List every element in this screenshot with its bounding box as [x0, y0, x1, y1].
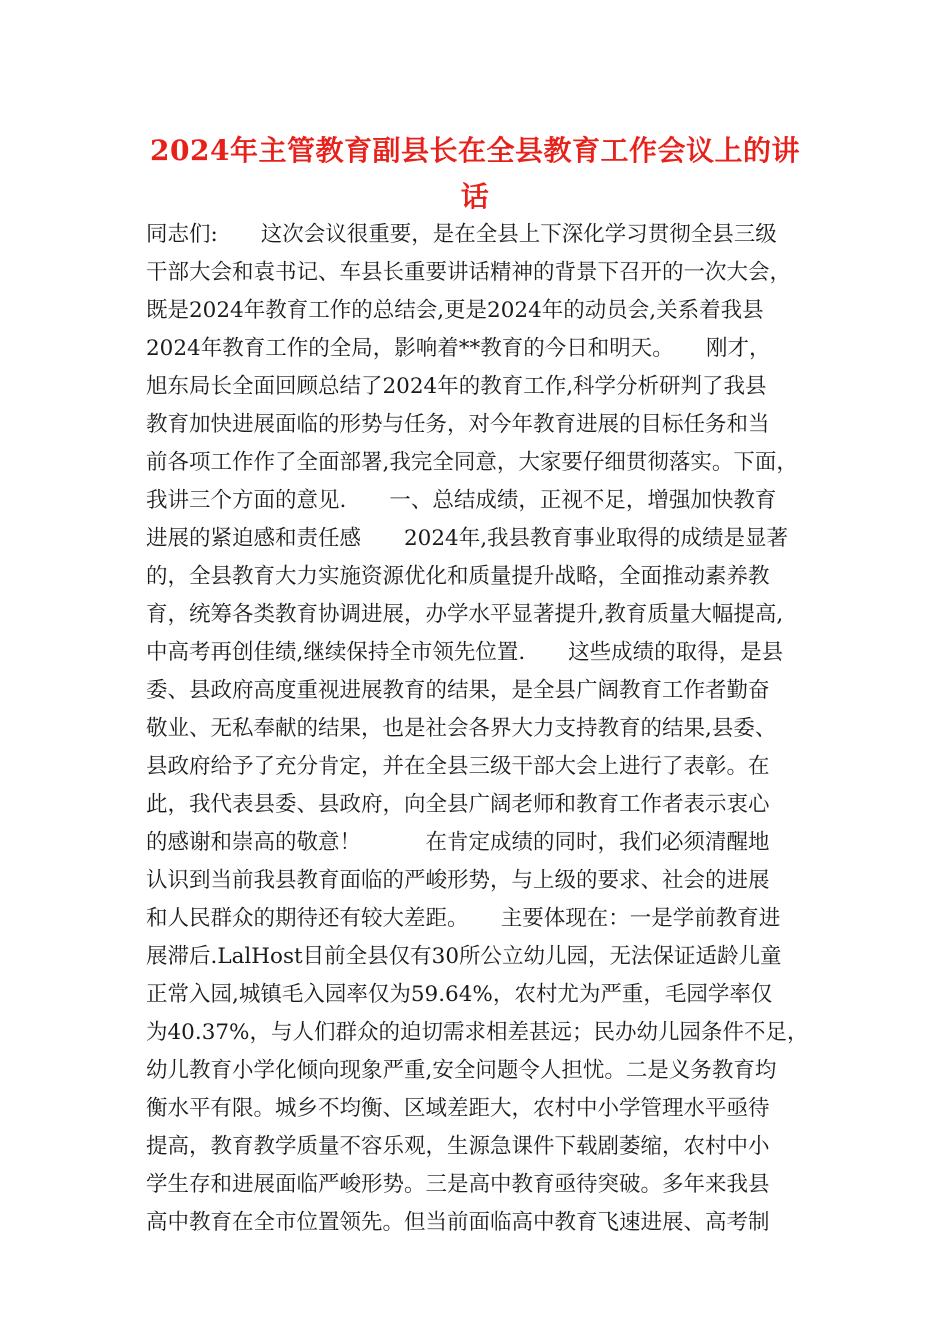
body-line: 敬业、无私奉献的结果，也是社会各界大力支持教育的结果,县委、: [146, 716, 777, 741]
body-line: 此，我代表县委、县政府，向全县广阔老师和教育工作者表示衷心: [146, 792, 770, 817]
body-line: 高中教育在全市位置领先。但当前面临高中教育飞速进展、高考制: [146, 1210, 770, 1235]
body-line: 学生存和进展面临严峻形势。三是高中教育亟待突破。多年来我县: [146, 1172, 770, 1197]
body-line: 教育加快进展面临的形势与任务，对今年教育进展的目标任务和当: [146, 412, 770, 437]
body-line: 幼儿教育小学化倾向现象严重,安全问题令人担忧。二是义务教育均: [146, 1058, 777, 1083]
body-line: 同志们: 这次会议很重要，是在全县上下深化学习贯彻全县三级: [146, 222, 777, 247]
body-line: 提高，教育教学质量不容乐观，生源急课件下载剧萎缩，农村中小: [146, 1134, 770, 1159]
body-line: 展滞后.LalHost目前全县仅有30所公立幼儿园，无法保证适龄儿童: [146, 944, 782, 969]
document-body: [146, 216, 826, 1242]
title-line-2: 话: [460, 180, 490, 213]
body-line: 的，全县教育大力实施资源优化和质量提升战略，全面推动素养教: [146, 564, 770, 589]
body-line: 的感谢和崇高的敬意！ 在肯定成绩的同时，我们必须清醒地: [146, 830, 770, 855]
body-line: 旭东局长全面回顾总结了2024年的教育工作,科学分析研判了我县: [146, 374, 767, 399]
body-line: 和人民群众的期待还有较大差距。 主要体现在：一是学前教育进: [146, 906, 781, 931]
body-line: 中高考再创佳绩,继续保持全市领先位置. 这些成绩的取得，是县: [146, 640, 784, 665]
body-line: 正常入园,城镇毛入园率仅为59.64%，农村尤为严重，毛园学率仅: [146, 982, 773, 1007]
body-line: 县政府给予了充分肯定，并在全县三级干部大会上进行了表彰。在: [146, 754, 770, 779]
body-line: 我讲三个方面的意见. 一、总结成绩，正视不足，增强加快教育: [146, 488, 777, 513]
document-title: [120, 128, 830, 220]
body-line: 为40.37%，与人们群众的迫切需求相差甚远；民办幼儿园条件不足，: [146, 1020, 809, 1045]
body-line: 既是2024年教育工作的总结会,更是2024年的动员会,关系着我县: [146, 298, 764, 323]
body-line: 干部大会和袁书记、车县长重要讲话精神的背景下召开的一次大会，: [146, 260, 792, 285]
body-line: 认识到当前我县教育面临的严峻形势，与上级的要求、社会的进展: [146, 868, 770, 893]
title-line-1: 2024年主管教育副县长在全县教育工作会议上的讲: [150, 134, 800, 167]
body-line: 进展的紧迫感和责任感 2024年,我县教育事业取得的成绩是显著: [146, 526, 789, 551]
body-line: 2024年教育工作的全局，影响着**教育的今日和明天。 刚才，: [146, 336, 771, 361]
body-line: 育，统筹各类教育协调进展，办学水平显著提升,教育质量大幅提高,: [146, 602, 784, 627]
body-line: 衡水平有限。城乡不均衡、区域差距大，农村中小学管理水平亟待: [146, 1096, 770, 1121]
body-line: 委、县政府高度重视进展教育的结果，是全县广阔教育工作者勤奋: [146, 678, 770, 703]
body-line: 前各项工作作了全面部署,我完全同意，大家要仔细贯彻落实。下面，: [146, 450, 798, 475]
